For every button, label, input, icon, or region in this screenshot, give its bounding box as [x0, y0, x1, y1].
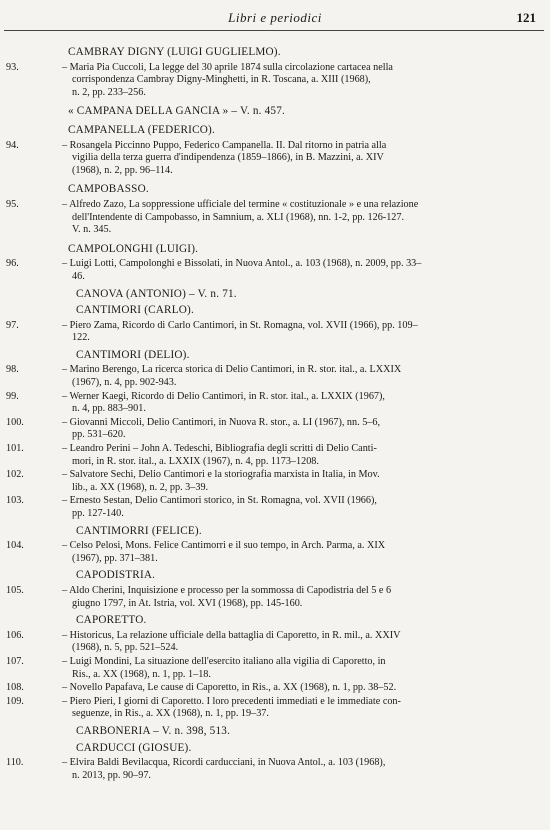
entry-line: V. n. 345.: [72, 224, 112, 236]
entry-number: 102.: [6, 469, 24, 481]
entry-line: pp. 127-140.: [72, 508, 124, 519]
entry-number: 104.: [6, 540, 24, 552]
entry-text: [62, 656, 550, 681]
entry-text: [62, 364, 550, 389]
entry-line: – Historicus, La relazione ufficiale della battaglia di Caporetto, in R. mil., a. XXIV: [62, 629, 401, 641]
entry-line: – Celso Pelosi, Mons. Felice Cantimorri e il suo tempo, in Arch. Parma, a. XIX: [62, 540, 386, 552]
entry-text: [62, 696, 550, 721]
section-heading: CAMPANELLA (FEDERICO).: [68, 123, 215, 136]
entry-line: 122.: [72, 332, 90, 344]
entry-text: [62, 199, 550, 237]
entry-number: 109.: [6, 695, 24, 707]
entry-line: n. 2, pp. 233–256.: [72, 86, 146, 98]
entry-line: – Rosangela Piccinno Puppo, Federico Campanella. II. Dal ritorno in patria alla: [62, 139, 387, 151]
entry-text: [62, 140, 550, 178]
entry-line: lib., a. XX (1968), n. 2, pp. 3–39.: [72, 481, 209, 493]
entry-number: 94.: [6, 139, 19, 151]
entry-number: 105.: [6, 584, 24, 596]
entry-line: (1967), n. 4, pp. 902-943.: [72, 377, 177, 389]
entry-number: 100.: [6, 416, 24, 428]
entry-line: – Maria Pia Cuccoli, La legge del 30 aprile 1874 sulla circolazione cartacea nella: [62, 61, 393, 73]
entry-line: vigilia della terza guerra d'indipendenza (1859–1866), in B. Mazzini, a. XIV: [72, 152, 384, 164]
section-heading: CAMBRAY DIGNY (LUIGI GUGLIELMO).: [68, 46, 281, 58]
section-heading: CAPORETTO.: [76, 614, 147, 627]
running-title: Libri e periodici: [228, 10, 322, 25]
entry-line: corrispondenza Cambray Digny-Minghetti, in R. Toscana, a. XIII (1968),: [72, 74, 371, 86]
entry-line: mori, in R. stor. ital., a. LXXIX (1967), n. 4, pp. 1173–1208.: [72, 455, 319, 467]
entry-text: [62, 757, 550, 782]
entry-line: dell'Intendente di Campobasso, in Samnium, a. XLI (1968), nn. 1-2, pp. 126-127.: [72, 211, 405, 223]
entry-line: pp. 531–620.: [72, 429, 126, 441]
bibliography-entry: [0, 540, 550, 565]
entry-line: n. 4, pp. 883–901.: [72, 403, 146, 415]
entry-line: giugno 1797, in At. Istria, vol. XVI (1968), pp. 145-160.: [72, 597, 303, 609]
running-header: [0, 8, 550, 30]
entry-number: 95.: [6, 198, 19, 210]
entry-line: – Marino Berengo, La ricerca storica di Delio Cantimori, in R. stor. ital., a. LXXIX: [62, 364, 402, 376]
entry-line: (1967), pp. 371–381.: [72, 552, 158, 564]
entry-line: (1968), n. 5, pp. 521–524.: [72, 642, 179, 654]
bibliography-entry: [0, 757, 550, 782]
entry-number: 103.: [6, 495, 24, 507]
entry-text: [62, 540, 550, 565]
section-heading: CARBONERIA – V. n. 398, 513.: [76, 724, 231, 737]
entry-line: – Piero Zama, Ricordo di Carlo Cantimori, in St. Romagna, vol. XVII (1966), pp. 109–: [62, 319, 418, 331]
bibliography-entry: [0, 696, 550, 721]
entry-number: 101.: [6, 443, 24, 455]
entry-text: [62, 585, 550, 610]
entry-line: – Werner Kaegi, Ricordo di Delio Cantimori, in R. stor. ital., a. LXXIX (1967),: [62, 390, 385, 402]
entry-line: – Ernesto Sestan, Delio Cantimori storico, in St. Romagna, vol. XVII (1966),: [62, 495, 377, 507]
entry-line: – Giovanni Miccoli, Delio Cantimori, in Nuova R. stor., a. LI (1967), nn. 5–6,: [62, 416, 381, 428]
entry-line: 46.: [72, 270, 85, 282]
entry-text: [62, 469, 550, 494]
entry-number: 99.: [6, 390, 19, 402]
page-number: 121: [516, 10, 536, 25]
section-heading: « CAMPANA DELLA GANCIA » – V. n. 457.: [68, 105, 285, 118]
section-heading: CANTIMORI (CARLO).: [76, 304, 194, 317]
entry-line: – Elvira Baldi Bevilacqua, Ricordi carducciani, in Nuova Antol., a. 103 (1968),: [62, 757, 386, 769]
entry-line: – Luigi Mondini, La situazione dell'esercito italiano alla vigilia di Caporetto, in: [62, 655, 386, 667]
entry-line: – Piero Pieri, I giorni di Caporetto. I loro precedenti immediati e le immediate con-: [62, 695, 401, 707]
entry-number: 93.: [6, 61, 19, 73]
entry-line: n. 2013, pp. 90–97.: [72, 769, 151, 781]
entry-line: – Salvatore Sechi, Delio Cantimori e la storiografia marxista in Italia, in Mov.: [62, 469, 380, 481]
bibliography-entry: [0, 320, 550, 345]
entry-number: 108.: [6, 682, 24, 694]
entry-number: 96.: [6, 258, 19, 270]
entry-text: [62, 62, 550, 100]
section-heading: CAMPOBASSO.: [68, 183, 149, 196]
bibliography-entry: [0, 585, 550, 610]
entry-text: [62, 258, 550, 283]
section-heading: CANTIMORI (DELIO).: [76, 348, 190, 361]
entry-line: – Leandro Perini – John A. Tedeschi, Bibliografia degli scritti di Delio Canti-: [62, 443, 377, 455]
entry-number: 110.: [6, 757, 24, 769]
entry-line: seguenze, in Ris., a. XX (1968), n. 1, pp. 19–37.: [72, 708, 269, 720]
bibliography-entry: [0, 62, 550, 100]
entry-line: – Aldo Cherini, Inquisizione e processo per la sommossa di Capodistria del 5 e 6: [62, 584, 392, 596]
entry-line: – Luigi Lotti, Campolonghi e Bissolati, in Nuova Antol., a. 103 (1968), n. 2009, pp. 33–: [62, 258, 422, 270]
section-heading: CAMPOLONGHI (LUIGI).: [68, 242, 199, 255]
bibliography-entry: [0, 391, 550, 416]
entry-number: 98.: [6, 364, 19, 376]
entry-number: 107.: [6, 655, 24, 667]
entry-text: [62, 682, 550, 695]
bibliography-list: [0, 40, 550, 783]
bibliography-entry: [0, 140, 550, 178]
section-heading: CAPODISTRIA.: [76, 569, 156, 582]
entry-line: Ris., a. XX (1968), n. 1, pp. 1–18.: [72, 668, 211, 680]
bibliography-entry: [0, 656, 550, 681]
bibliography-entry: [0, 469, 550, 494]
bibliography-entry: [0, 495, 550, 520]
entry-text: [62, 495, 550, 520]
entry-text: [62, 391, 550, 416]
entry-text: [62, 320, 550, 345]
section-heading: CARDUCCI (GIOSUE).: [76, 741, 192, 754]
bibliography-entry: [0, 443, 550, 468]
bibliography-entry: [0, 364, 550, 389]
header-rule: [4, 30, 544, 31]
entry-line: – Novello Papafava, Le cause di Caporetto, in Ris., a. XX (1968), n. 1, pp. 38–52.: [62, 682, 397, 694]
entry-text: [62, 443, 550, 468]
entry-text: [62, 417, 550, 442]
bibliography-entry: [0, 258, 550, 283]
bibliography-entry: [0, 682, 550, 695]
bibliography-entry: [0, 199, 550, 237]
entry-number: 106.: [6, 629, 24, 641]
section-heading: CANOVA (ANTONIO) – V. n. 71.: [76, 287, 237, 300]
entry-line: – Alfredo Zazo, La soppressione ufficiale del termine « costituzionale » e una relazione: [62, 198, 419, 210]
entry-text: [62, 630, 550, 655]
bibliography-entry: [0, 630, 550, 655]
bibliography-entry: [0, 417, 550, 442]
section-heading: CANTIMORRI (FELICE).: [76, 524, 202, 537]
entry-number: 97.: [6, 319, 19, 331]
entry-line: (1968), n. 2, pp. 96–114.: [72, 164, 173, 176]
